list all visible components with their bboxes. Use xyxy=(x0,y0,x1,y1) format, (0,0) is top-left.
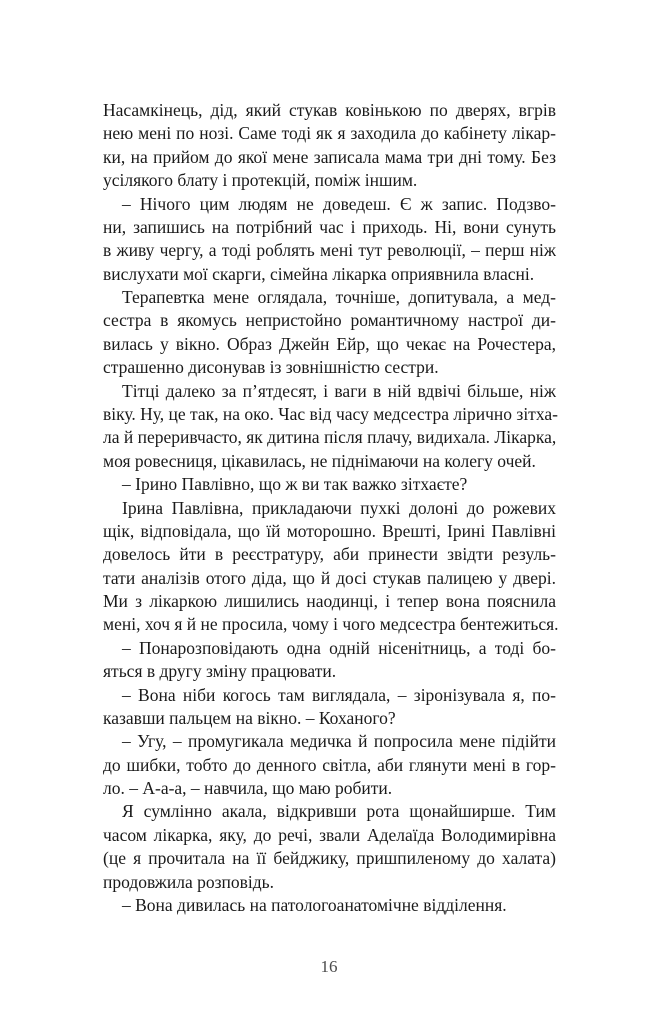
text-line: до шибки, тобто до денного світла, аби глянути мені в гор- xyxy=(103,755,556,775)
paragraph-line: Тітці далеко за п’ятдесят, і ваги в ній вдвічі більше, ніж xyxy=(122,381,556,401)
dialogue-line: – Угу, – промугикала медичка й попросила мене підійти xyxy=(122,731,556,751)
text-line: сестра в якомусь непристойно романтичному настрої ди- xyxy=(103,310,556,330)
dialogue-line: – Вона дивилась на патологоанатомічне відділення. xyxy=(122,895,507,915)
text-line: мені, хоч я й не просила, чому і чого медсестра бентежиться. xyxy=(103,614,559,634)
page-number: 16 xyxy=(320,957,338,976)
text-line: часом лікарка, яку, до речі, звали Аделаїда Володимирівна xyxy=(103,825,556,845)
paragraph-line: Терапевтка мене оглядала, точніше, допитувала, а мед- xyxy=(122,287,556,307)
dialogue-line: – Понарозповідають одна одній нісенітниць, а тоді бо- xyxy=(122,638,556,658)
text-line: ни, запишись на потрібний час і приходь. Ні, вони сунуть xyxy=(103,217,556,237)
text-line: Насамкінець, дід, який стукав ковінькою по дверях, вгрів xyxy=(103,100,556,120)
text-line: казавши пальцем на вікно. – Коханого? xyxy=(103,708,396,728)
paragraph-line: Ірина Павлівна, прикладаючи пухкі долоні до рожевих xyxy=(122,498,556,518)
text-line: вислухати мої скарги, сімейна лікарка оприявнила власні. xyxy=(103,264,535,284)
text-line: яться в другу зміну працювати. xyxy=(103,661,337,681)
text-line: ло. – А-а-а, – навчила, що маю робити. xyxy=(103,778,393,798)
text-line: в живу чергу, а тоді роблять мені тут революції, – перш ніж xyxy=(103,240,556,260)
text-line: усілякого блату і протекцій, поміж іншим. xyxy=(103,170,418,190)
text-line: (це я прочитала на її бейджику, пришпиленому до халата) xyxy=(103,848,556,868)
paragraph-line: Я сумлінно акала, відкривши рота щонайширше. Тим xyxy=(122,801,556,821)
text-line: довелось йти в реєстратуру, аби принести звідти резуль- xyxy=(103,544,556,564)
text-line: продовжила розповідь. xyxy=(103,872,275,892)
text-line: віку. Ну, це так, на око. Час від часу медсестра лірично зітха- xyxy=(103,404,558,424)
text-line: нею мені по нозі. Саме тоді як я заходила до кабінету лікар- xyxy=(103,123,556,143)
text-line: вилась у вікно. Образ Джейн Ейр, що чекає на Рочестера, xyxy=(103,334,556,354)
dialogue-line: – Нічого цим людям не доведеш. Є ж запис. Подзво- xyxy=(122,194,556,214)
text-line: Ми з лікаркою лишились наодинці, і тепер вона пояснила xyxy=(103,591,556,611)
text-line: тати аналізів отого діда, що й досі стукав палицею у двері. xyxy=(103,568,556,588)
text-line: ла й переривчасто, як дитина після плачу, видихала. Лікарка, xyxy=(103,427,557,447)
dialogue-line: – Ірино Павлівно, що ж ви так важко зітхаєте? xyxy=(122,474,468,494)
text-line: моя ровесниця, цікавилась, не піднімаючи на колегу очей. xyxy=(103,451,536,471)
text-line: щік, відповідала, що їй моторошно. Врешті, Ірині Павлівні xyxy=(103,521,556,541)
text-line: ки, на прийом до якої мене записала мама три дні тому. Без xyxy=(103,147,556,167)
dialogue-line: – Вона ніби когось там виглядала, – зіронізувала я, по- xyxy=(122,685,556,705)
text-line: страшенно дисонував із зовнішністю сестри. xyxy=(103,357,439,377)
